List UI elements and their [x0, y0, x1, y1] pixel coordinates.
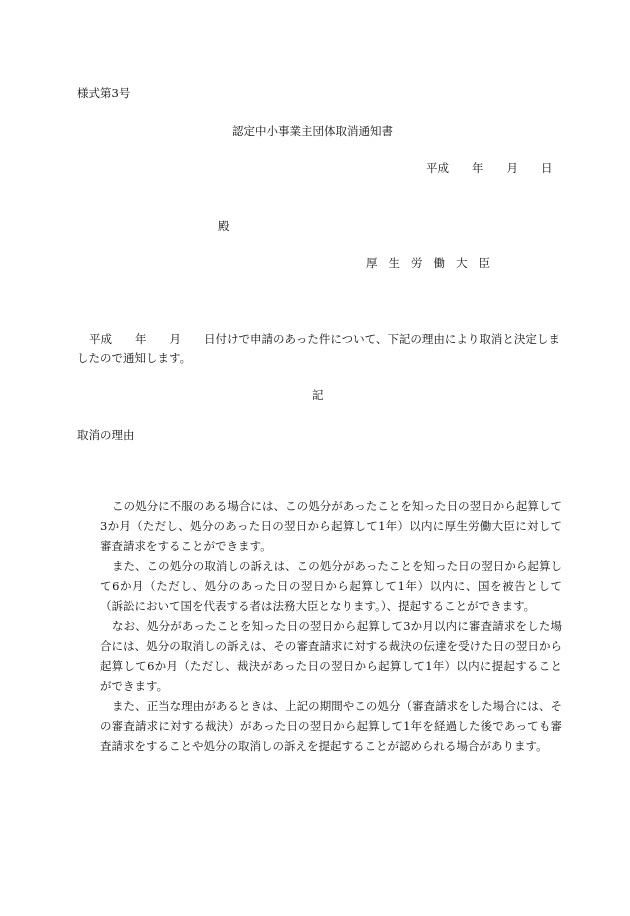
intro-paragraph: 平成 年 月 日付けで申請のあった件について、下記の理由により取消と決定しましたので通知します。: [77, 332, 560, 365]
page-title: 認定中小事業主団体取消通知書: [232, 124, 393, 138]
ki-heading: 記: [312, 388, 324, 402]
addressee-suffix: 殿: [218, 219, 230, 233]
date-line: 平成 年 月 日: [426, 161, 553, 175]
appeal-notice: [100, 496, 562, 756]
notice-paragraph: この処分に不服のある場合には、この処分があったことを知った日の翌日から起算して3か月（ただし、処分のあった日の翌日から起算して1年）以内に厚生労働大臣に対して審査請求をすることができます。: [100, 499, 562, 553]
issuer-name: 厚生労働大臣: [366, 256, 501, 270]
form-number: 様式第3号: [77, 86, 131, 100]
reason-heading: 取消の理由: [77, 428, 135, 442]
notice-paragraph: また、正当な理由があるときは、上記の期間やこの処分（審査請求をした場合には、その審査請求に対する裁決）があった日の翌日から起算して1年を経過した後であっても審査請求をすることや処分の取消しの訴えを提起することが認められる場合があります。: [100, 699, 562, 753]
notice-paragraph: なお、処分があったことを知った日の翌日から起算して3か月以内に審査請求をした場合には、処分の取消しの訴えは、その審査請求に対する裁決の伝達を受けた日の翌日から起算して6か月（ただし、裁決があった日の翌日から起算して1年）以内に提起することができます。: [100, 619, 562, 693]
notice-paragraph: また、この処分の取消しの訴えは、この処分があったことを知った日の翌日から起算して6か月（ただし、処分のあった日の翌日から起算して1年）以内に、国を被告として（訴訟において国を代表する者は法務大臣となります。）、提起することができます。: [100, 559, 562, 613]
